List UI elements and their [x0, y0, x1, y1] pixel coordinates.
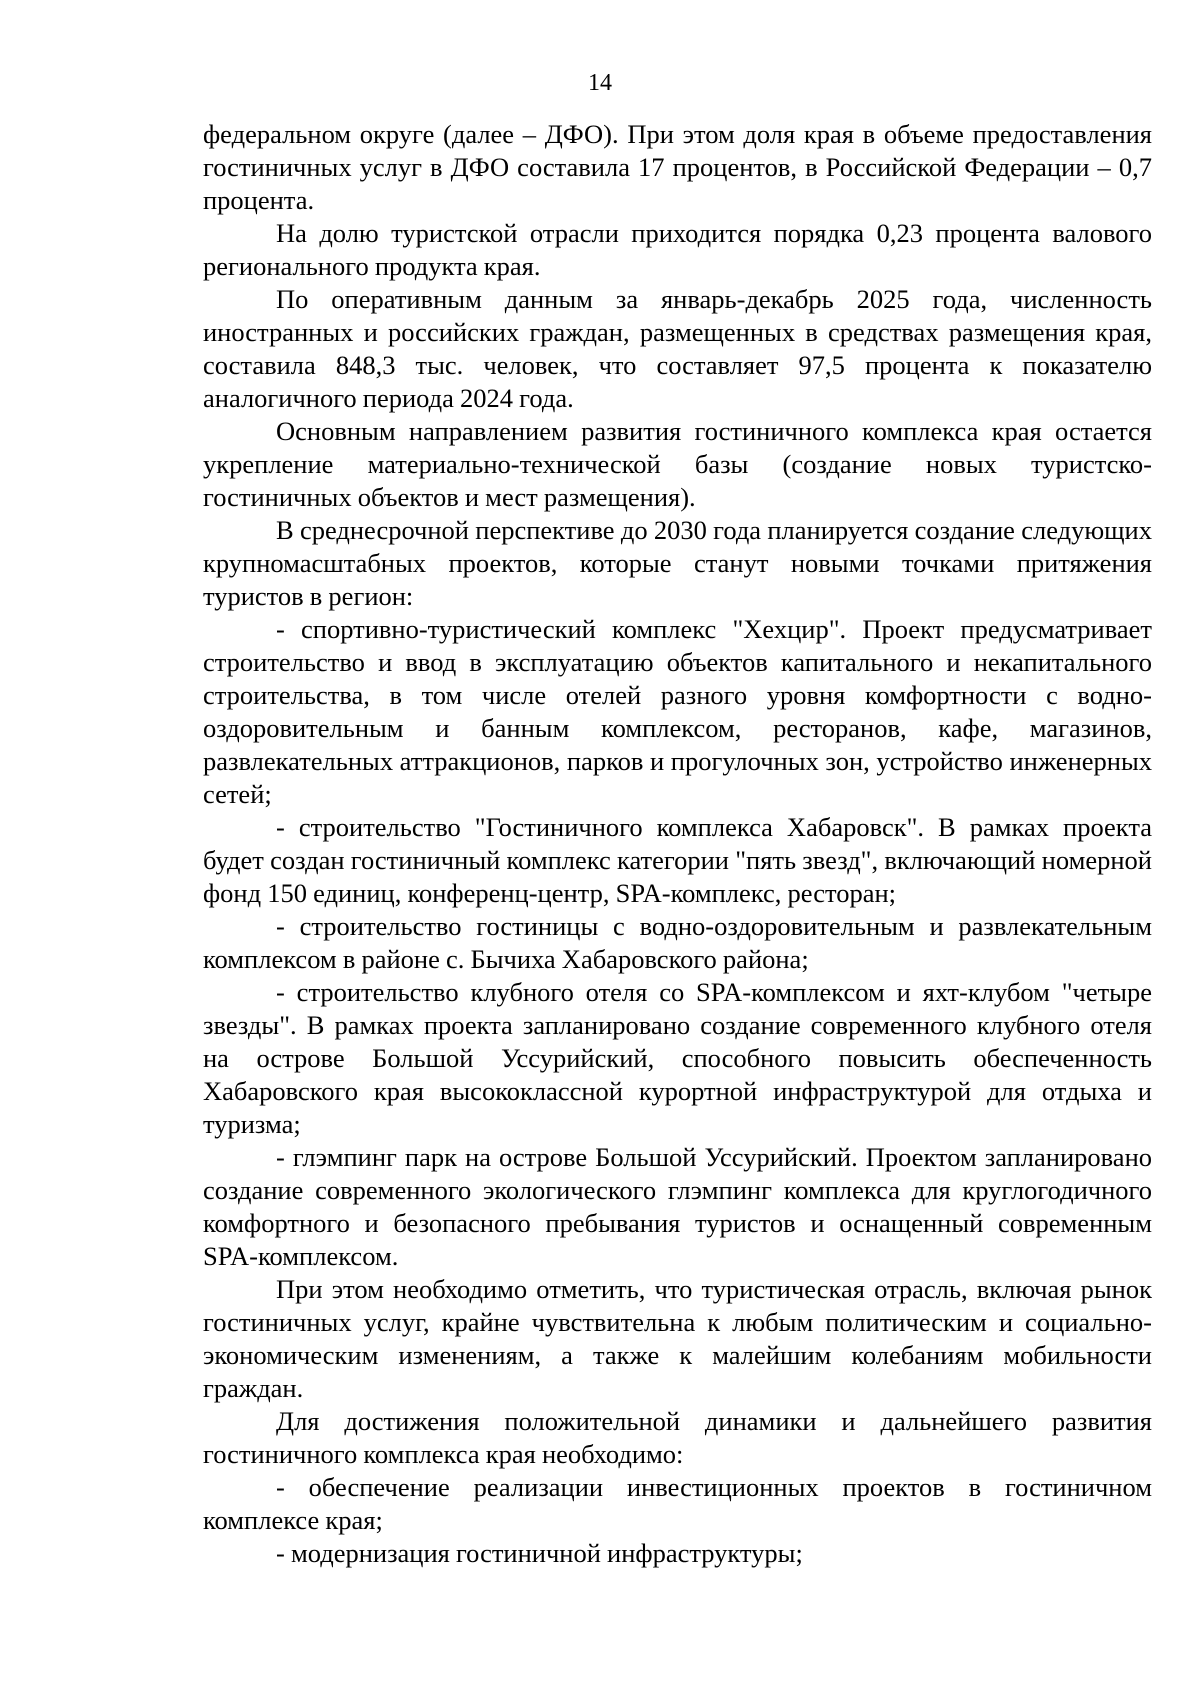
- paragraph-accommodation-stats: По оперативным данным за январь-декабрь 2025 года, численность иностранных и российских граждан, размещенных в средствах размещения края, составила 848,3 тыс. человек, что составляет 97,5 процента к показателю аналогичного периода 2024 года.: [203, 284, 1152, 413]
- list-item-bychikha-hotel: - строительство гостиницы с водно-оздоровительным и развлекательным комплексом в районе с. Бычиха Хабаровского района;: [203, 911, 1152, 974]
- paragraph-main-direction: Основным направлением развития гостиничного комплекса края остается укрепление материально-технической базы (создание новых туристско-гостиничных объектов и мест размещения).: [203, 416, 1152, 512]
- list-item-club-hotel: - строительство клубного отеля со SPA-комплексом и яхт-клубом "четыре звезды". В рамках проекта запланировано создание современного клубного отеля на острове Большой Уссурийский, способного повысить обеспеченность Хабаровского края высококлассной курортной инфраструктурой для отдыха и туризма;: [203, 977, 1152, 1139]
- paragraph-sensitivity: При этом необходимо отметить, что туристическая отрасль, включая рынок гостиничных услуг, крайне чувствительна к любым политическим и социально-экономическим изменениям, а также к малейшим колебаниям мобильности граждан.: [203, 1274, 1152, 1403]
- list-item-hotel-khabarovsk: - строительство "Гостиничного комплекса Хабаровск". В рамках проекта будет создан гостиничный комплекс категории "пять звезд", включающий номерной фонд 150 единиц, конференц-центр, SPA-комплекс, ресторан;: [203, 812, 1152, 908]
- paragraph-planned-projects: В среднесрочной перспективе до 2030 года планируется создание следующих крупномасштабных проектов, которые станут новыми точками притяжения туристов в регион:: [203, 515, 1152, 611]
- list-item-khekhtsir: - спортивно-туристический комплекс "Хехцир". Проект предусматривает строительство и ввод в эксплуатацию объектов капитального и некапитального строительства, в том числе отелей разного уровня комфортности с водно-оздоровительным и банным комплексом, ресторанов, кафе, магазинов, развлекательных аттракционов, парков и прогулочных зон, устройство инженерных сетей;: [203, 614, 1152, 809]
- list-item-glamping-park: - глэмпинг парк на острове Большой Уссурийский. Проектом запланировано создание современного экологического глэмпинг комплекса для круглогодичного комфортного и безопасного пребывания туристов и оснащенный современным SPA-комплексом.: [203, 1142, 1152, 1271]
- document-body: [203, 118, 1152, 1570]
- paragraph-tourism-share: На долю туристской отрасли приходится порядка 0,23 процента валового регионального продукта края.: [203, 218, 1152, 281]
- page-number: 14: [588, 70, 612, 96]
- paragraph-requirements: Для достижения положительной динамики и дальнейшего развития гостиничного комплекса края необходимо:: [203, 1406, 1152, 1469]
- paragraph-continuation: федеральном округе (далее – ДФО). При этом доля края в объеме предоставления гостиничных услуг в ДФО составила 17 процентов, в Российской Федерации – 0,7 процента.: [203, 119, 1152, 215]
- list-item-investment-projects: - обеспечение реализации инвестиционных проектов в гостиничном комплексе края;: [203, 1472, 1152, 1535]
- list-item-modernization: - модернизация гостиничной инфраструктуры;: [276, 1538, 803, 1568]
